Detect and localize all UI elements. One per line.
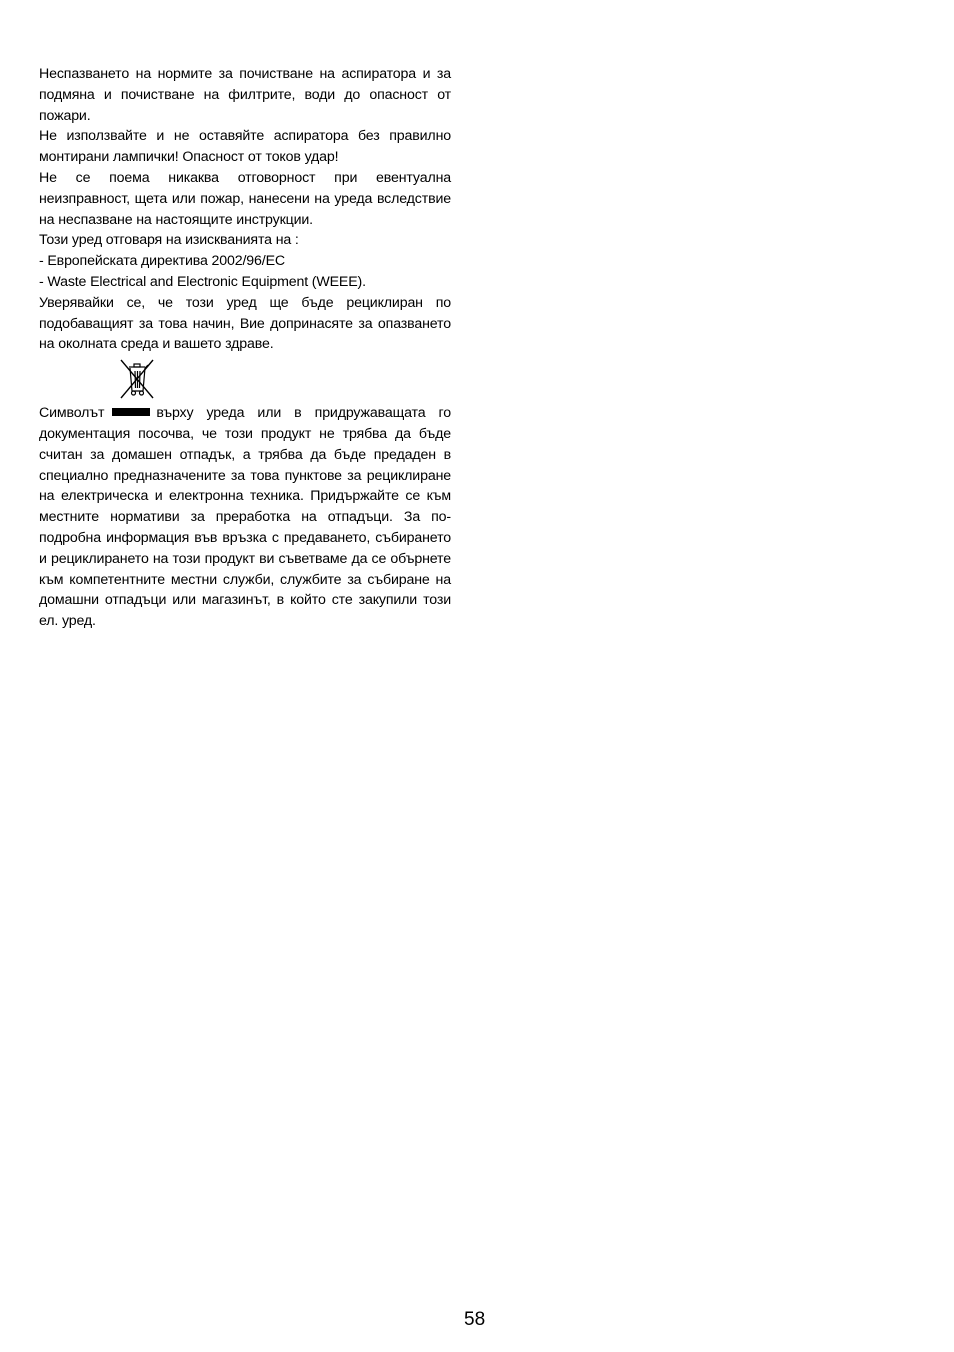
weee-item: - Waste Electrical and Electronic Equipment (WEEE). — [39, 273, 366, 290]
black-bar-symbol-icon — [112, 408, 150, 416]
fire-warning-paragraph: Неспазването на нормите за почистване на аспиратора и за подмяна и почистване на филтрите, води до опасност от пожари. — [39, 66, 451, 124]
symbol-prefix: Символът — [39, 405, 105, 422]
symbol-text: върху уреда или в придружаващата го документация посочва, че този продукт не трябва да бъде считан за домашен отпадък, а трябва да бъде предаден в специално предназначените за това пунктове за рециклиране на електрическа и електронна техника. Придържайте се към местните нормативи за преработка на отпадъци. За по-подробна информация във връзка с предаването, събирането и рециклирането на този продукт ви съветваме да се обърнете към компетентните местни служби, службите за събиране на домашни отпадъци или магазинът, в който сте закупили този ел. уред. — [39, 405, 451, 630]
document-text-column — [39, 64, 451, 632]
liability-paragraph: Не се поема никаква отговорност при евентуална неизправност, щета или пожар, нанесени на уреда вследствие на неспазване на настоящите инструкции. — [39, 169, 451, 228]
directive-item: - Европейската директива 2002/96/EC — [39, 253, 285, 270]
lamps-warning-paragraph: Не използвайте и не оставяйте аспиратора без правилно монтирани лампички! Опасност от токов удар! — [39, 128, 451, 166]
compliance-intro: Този уред отговаря на изискванията на : — [39, 232, 299, 249]
weee-symbol-container — [39, 355, 451, 403]
crossed-out-wheelie-bin-icon — [115, 357, 159, 401]
page-number: 58 — [464, 1309, 486, 1330]
symbol-paragraph — [39, 403, 451, 632]
recycling-paragraph: Уверявайки се, че този уред ще бъде рециклиран по подобаващият за това начин, Вие допринасяте за опазването на околната среда и вашето здраве. — [39, 294, 451, 353]
